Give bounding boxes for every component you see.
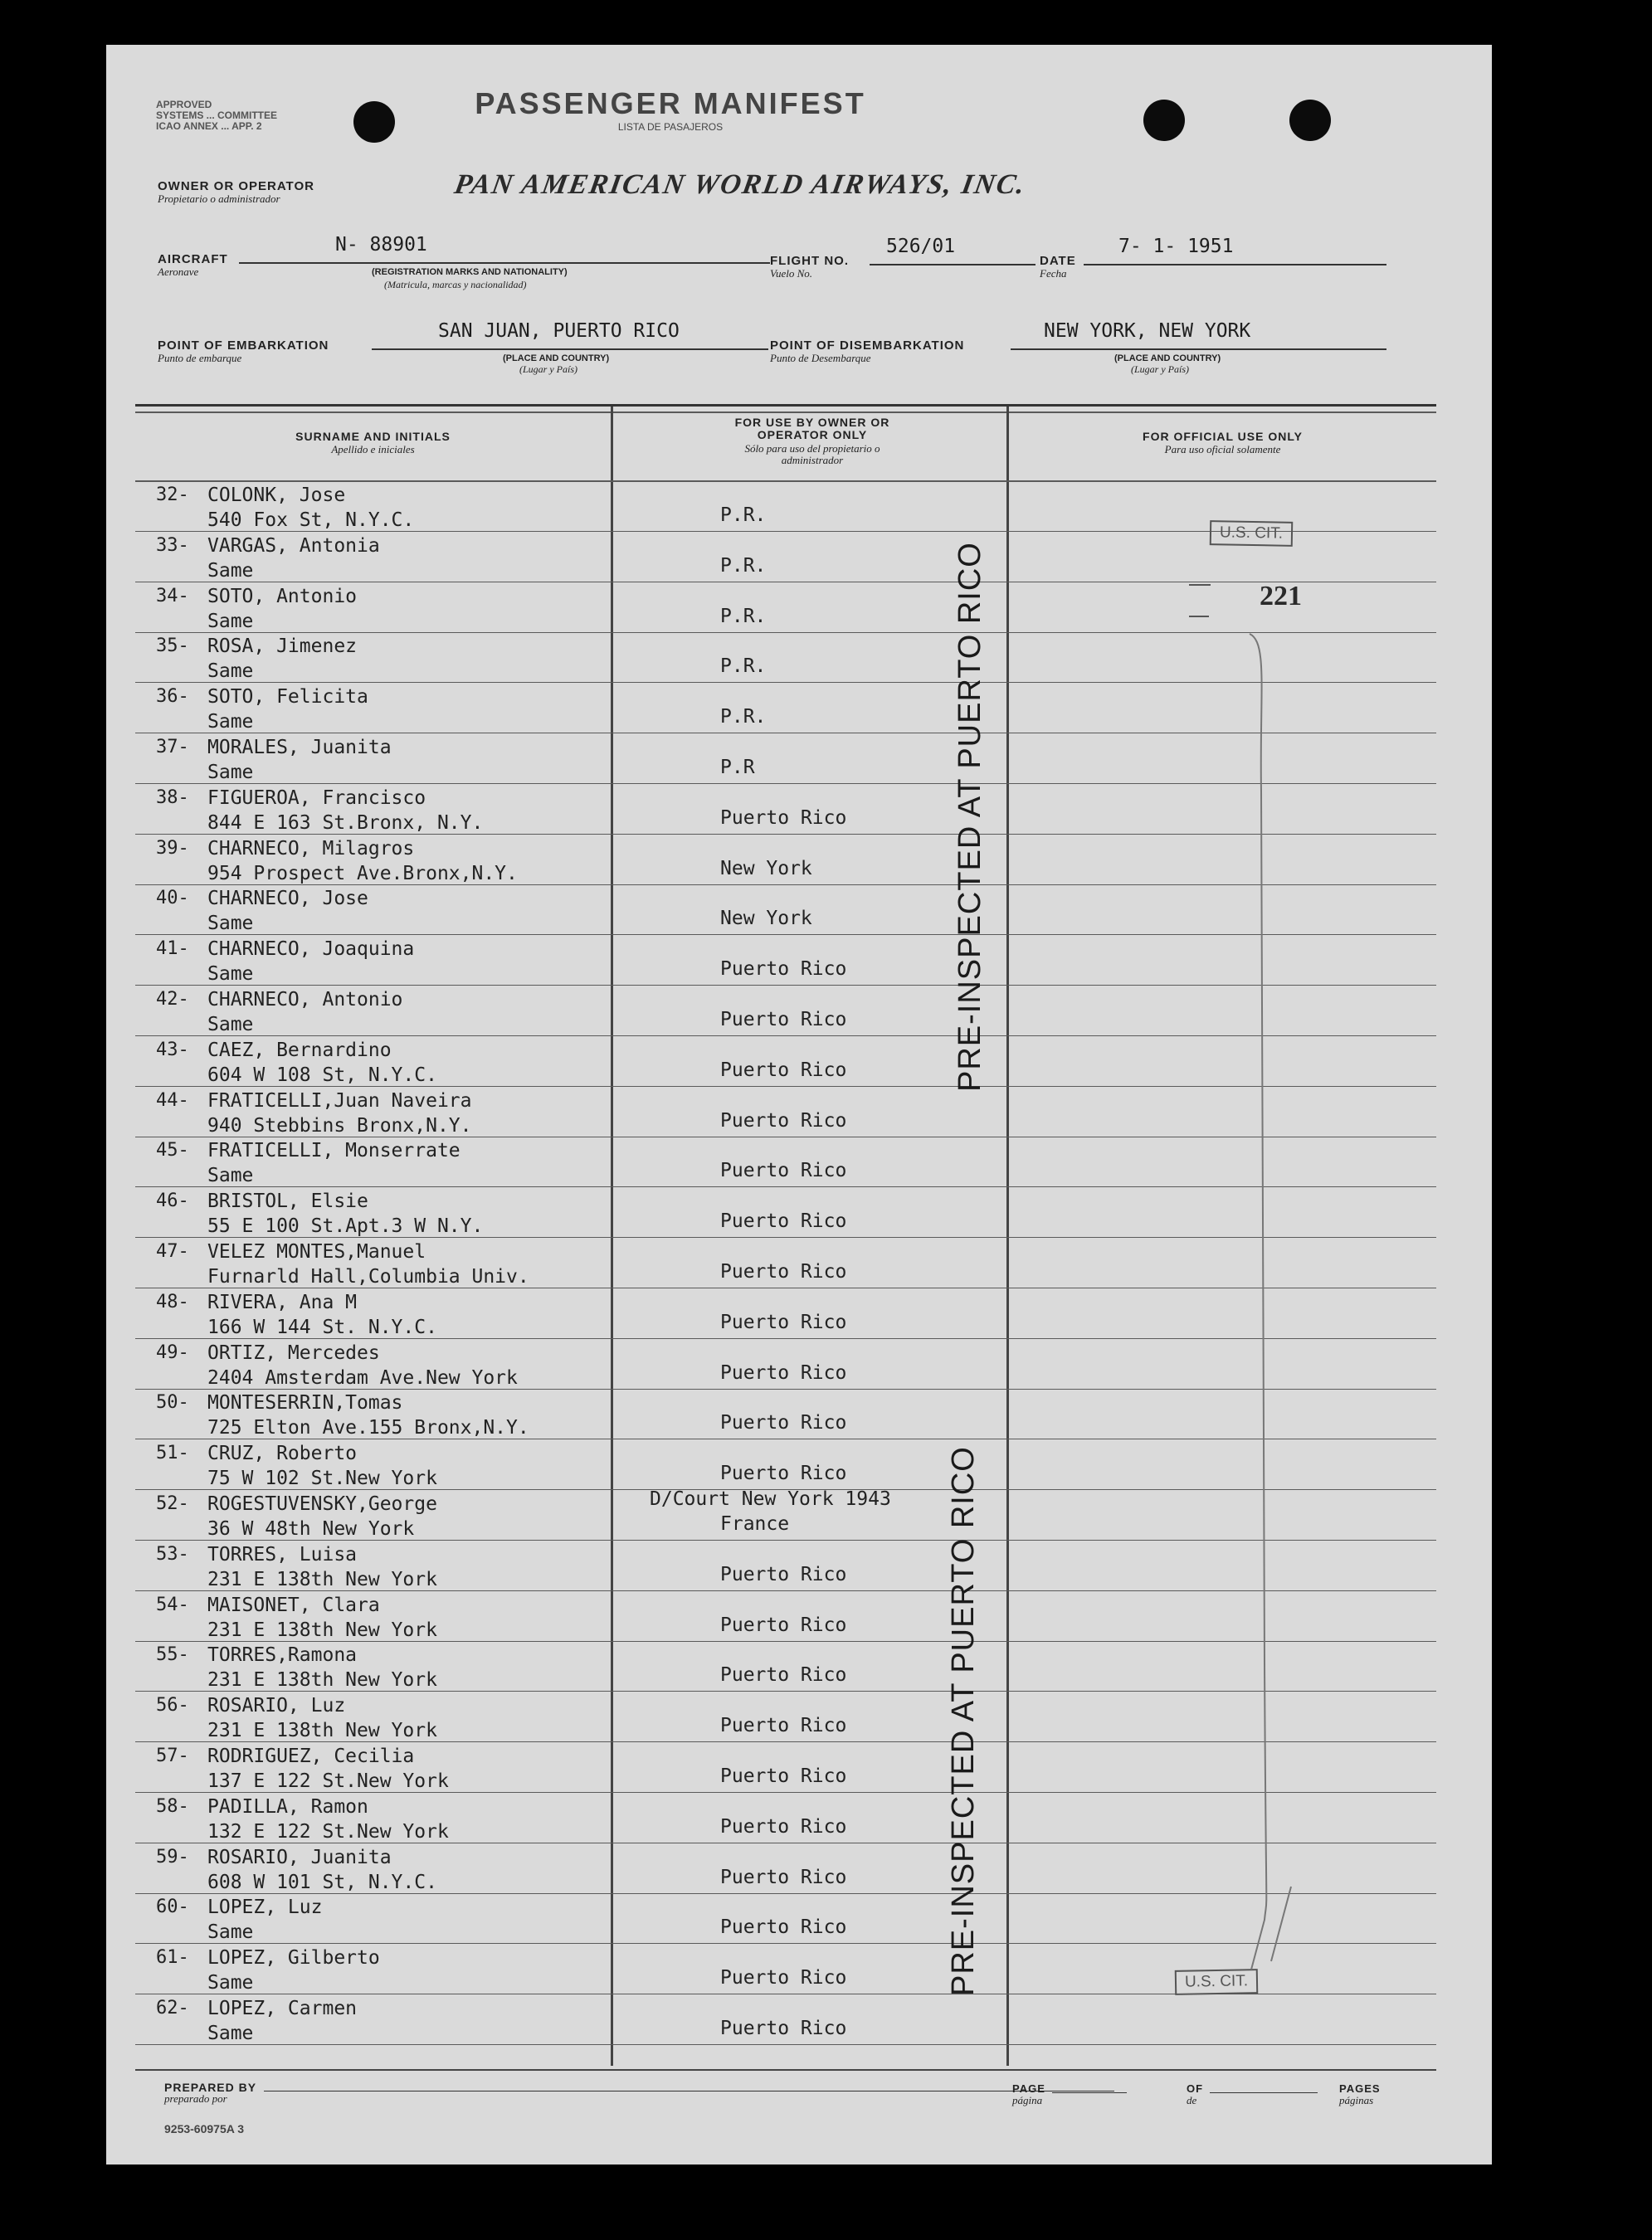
passenger-address: 36 W 48th New York (207, 1518, 415, 1540)
approval-line: APPROVED (156, 99, 212, 110)
passenger-number: 50- (156, 1392, 189, 1413)
approval-line: SYSTEMS ... COMMITTEE (156, 110, 278, 121)
operator-note: Puerto Rico (720, 1059, 847, 1081)
disembark-label-es: Punto de Desembarque (770, 352, 871, 364)
passenger-number: 42- (156, 989, 189, 1010)
passenger-name: CAEZ, Bernardino (207, 1040, 392, 1061)
col-heading-official: FOR OFFICIAL USE ONLY (1143, 430, 1303, 443)
operator-note: Puerto Rico (720, 1261, 847, 1283)
approval-block (156, 100, 277, 132)
col-heading-owner: FOR USE BY OWNER OR OPERATOR ONLY (734, 416, 890, 441)
passenger-name: BRISTOL, Elsie (207, 1191, 368, 1212)
passenger-number: 44- (156, 1090, 189, 1111)
passenger-name: MAISONET, Clara (207, 1595, 380, 1616)
operator-note: Puerto Rico (720, 1664, 847, 1686)
passenger-name: RODRIGUEZ, Cecilia (207, 1746, 415, 1767)
flight-label: FLIGHT NO. (770, 254, 849, 268)
operator-note: Puerto Rico (720, 1765, 847, 1787)
passenger-number: 32- (156, 485, 189, 505)
operator-note: New York (720, 908, 812, 929)
passenger-name: CRUZ, Roberto (207, 1443, 358, 1464)
operator-name: PAN AMERICAN WORLD AIRWAYS, INC. (451, 169, 1029, 200)
passenger-number: 37- (156, 737, 189, 757)
passenger-name: MONTESERRIN,Tomas (207, 1392, 403, 1414)
pencil-bracket (1235, 626, 1318, 1986)
preinspected-stamp: PRE-INSPECTED AT PUERTO RICO (953, 542, 987, 1092)
passenger-address: Same (207, 1921, 254, 1943)
prepared-label: PREPARED BY (164, 2081, 257, 2094)
operator-note: P.R (720, 757, 755, 778)
passenger-name: MORALES, Juanita (207, 737, 392, 758)
operator-note: P.R. (720, 655, 767, 677)
passenger-address: 604 W 108 St, N.Y.C. (207, 1064, 437, 1086)
passenger-number: 46- (156, 1191, 189, 1211)
of-label-es: de (1187, 2094, 1197, 2106)
operator-note: Puerto Rico (720, 1160, 847, 1181)
passenger-address: 55 E 100 St.Apt.3 W N.Y. (207, 1215, 484, 1237)
operator-note: Puerto Rico (720, 2018, 847, 2039)
page-subtitle: LISTA DE PASAJEROS (617, 121, 724, 133)
passenger-number: 51- (156, 1443, 189, 1463)
passenger-number: 61- (156, 1947, 189, 1968)
passenger-number: 58- (156, 1796, 189, 1817)
passenger-number: 41- (156, 938, 189, 959)
passenger-name: CHARNECO, Joaquina (207, 938, 415, 960)
passenger-address: Same (207, 963, 254, 985)
row-rule (135, 2044, 1436, 2045)
date-label: DATE (1040, 254, 1076, 268)
passenger-number: 55- (156, 1644, 189, 1665)
punch-hole (1289, 100, 1331, 141)
passenger-number: 45- (156, 1140, 189, 1161)
place-sub: (PLACE AND COUNTRY) (503, 353, 610, 363)
passenger-name: VARGAS, Antonia (207, 535, 380, 557)
passenger-name: ORTIZ, Mercedes (207, 1342, 380, 1364)
passenger-address: 2404 Amsterdam Ave.New York (207, 1367, 518, 1389)
page-title: PASSENGER MANIFEST (475, 86, 866, 120)
field-underline (1210, 2092, 1318, 2093)
passenger-name: CHARNECO, Antonio (207, 989, 403, 1010)
passenger-number: 40- (156, 888, 189, 908)
of-label: OF (1187, 2082, 1204, 2095)
passenger-name: SOTO, Antonio (207, 586, 358, 607)
passenger-address: 75 W 102 St.New York (207, 1468, 437, 1489)
col-heading-official-es: Para uso oficial solamente (1164, 443, 1281, 455)
passenger-name: ROSARIO, Luz (207, 1695, 346, 1717)
operator-note: Puerto Rico (720, 1463, 847, 1484)
aircraft-value: N- 88901 (335, 234, 427, 256)
form-number: 9253-60975A 3 (164, 2122, 245, 2135)
table-top-rule (135, 411, 1436, 413)
passenger-name: TORRES, Luisa (207, 1544, 358, 1566)
approval-line: ICAO ANNEX ... APP. 2 (156, 120, 262, 132)
passenger-number: 38- (156, 787, 189, 808)
passenger-address: 608 W 101 St, N.Y.C. (207, 1872, 437, 1893)
owner-label: OWNER OR OPERATOR (158, 179, 314, 193)
passenger-address: 231 E 138th New York (207, 1720, 437, 1741)
passenger-number: 34- (156, 586, 189, 606)
disembark-label: POINT OF DISEMBARKATION (770, 338, 965, 353)
passenger-name: COLONK, Jose (207, 485, 346, 506)
place-sub-es: (Lugar y País) (1131, 363, 1189, 375)
passenger-number: 60- (156, 1897, 189, 1917)
passenger-address: Same (207, 1014, 254, 1035)
field-underline (1084, 264, 1386, 265)
passenger-address: 231 E 138th New York (207, 1569, 437, 1590)
passenger-address: 137 E 122 St.New York (207, 1770, 449, 1792)
prepared-label-es: preparado por (164, 2092, 227, 2105)
disembark-value: NEW YORK, NEW YORK (1044, 320, 1251, 342)
passenger-address: Same (207, 560, 254, 582)
operator-note: Puerto Rico (720, 1816, 847, 1838)
operator-note: Puerto Rico (720, 1967, 847, 1989)
pages-label: PAGES (1339, 2082, 1381, 2095)
operator-note: Puerto Rico (720, 1362, 847, 1384)
passenger-name: TORRES,Ramona (207, 1644, 358, 1666)
passenger-number: 59- (156, 1847, 189, 1867)
passenger-number: 47- (156, 1241, 189, 1262)
passenger-address: 166 W 144 St. N.Y.C. (207, 1317, 437, 1338)
table-row (106, 1998, 1492, 2048)
manifest-sheet (106, 45, 1492, 2165)
passenger-address: 231 E 138th New York (207, 1619, 437, 1641)
passenger-address: Same (207, 762, 254, 783)
operator-note: Puerto Rico (720, 1110, 847, 1132)
passenger-name: SOTO, Felicita (207, 686, 368, 708)
passenger-name: LOPEZ, Luz (207, 1897, 323, 1918)
passenger-address: 954 Prospect Ave.Bronx,N.Y. (207, 863, 518, 884)
owner-label-es: Propietario o administrador (158, 192, 280, 205)
passenger-address: 940 Stebbins Bronx,N.Y. (207, 1115, 472, 1137)
passenger-address: 540 Fox St, N.Y.C. (207, 509, 415, 531)
passenger-name: FIGUEROA, Francisco (207, 787, 426, 809)
passenger-address: Same (207, 711, 254, 733)
operator-note: Puerto Rico (720, 807, 847, 829)
place-sub-es: (Lugar y País) (519, 363, 577, 375)
us-cit-stamp: U.S. CIT. (1175, 1969, 1259, 1995)
place-sub: (PLACE AND COUNTRY) (1114, 353, 1221, 363)
aircraft-label-es: Aeronave (158, 265, 199, 278)
tick-mark (1189, 616, 1209, 617)
operator-note: New York (720, 858, 812, 879)
operator-note: France (720, 1513, 790, 1535)
passenger-name: LOPEZ, Gilberto (207, 1947, 380, 1969)
passenger-name: ROGESTUVENSKY,George (207, 1493, 437, 1515)
passenger-address: Same (207, 611, 254, 632)
flight-label-es: Vuelo No. (770, 267, 813, 280)
passenger-address: Same (207, 660, 254, 682)
passenger-name: ROSA, Jimenez (207, 635, 358, 657)
passenger-name: ROSARIO, Juanita (207, 1847, 392, 1868)
flight-value: 526/01 (886, 236, 956, 257)
passenger-number: 33- (156, 535, 189, 556)
operator-remark: D/Court New York 1943 (650, 1488, 891, 1510)
col-heading-owner-es: Sólo para uso del propietario o administrador (744, 442, 880, 466)
footer-rule (135, 2069, 1436, 2071)
operator-note: Puerto Rico (720, 1867, 847, 1888)
embark-label: POINT OF EMBARKATION (158, 338, 329, 353)
passenger-number: 62- (156, 1998, 189, 2018)
passenger-number: 43- (156, 1040, 189, 1060)
passenger-name: CHARNECO, Jose (207, 888, 368, 909)
passenger-number: 39- (156, 838, 189, 859)
passenger-number: 56- (156, 1695, 189, 1716)
operator-note: Puerto Rico (720, 958, 847, 980)
col-heading-name-es: Apellido e iniciales (331, 443, 415, 455)
passenger-address: Same (207, 2023, 254, 2044)
embark-value: SAN JUAN, PUERTO RICO (438, 320, 680, 342)
preinspected-stamp: PRE-INSPECTED AT PUERTO RICO (946, 1446, 981, 1996)
passenger-number: 54- (156, 1595, 189, 1615)
passenger-number: 53- (156, 1544, 189, 1565)
operator-note: Puerto Rico (720, 1715, 847, 1736)
tick-mark (1189, 584, 1211, 586)
passenger-name: FRATICELLI,Juan Naveira (207, 1090, 472, 1112)
operator-note: P.R. (720, 606, 767, 627)
passenger-number: 36- (156, 686, 189, 707)
operator-note: Puerto Rico (720, 1009, 847, 1030)
date-value: 7- 1- 1951 (1118, 236, 1234, 257)
aircraft-label: AIRCRAFT (158, 252, 228, 266)
passenger-address: 132 E 122 St.New York (207, 1821, 449, 1843)
punch-hole (1143, 100, 1185, 141)
passenger-address: Same (207, 1972, 254, 1994)
field-underline (1011, 348, 1386, 350)
passenger-address: 725 Elton Ave.155 Bronx,N.Y. (207, 1417, 529, 1439)
passenger-address: Same (207, 913, 254, 934)
us-cit-stamp: U.S. CIT. (1210, 520, 1294, 547)
operator-note: Puerto Rico (720, 1312, 847, 1333)
header-rule (135, 480, 1436, 482)
date-label-es: Fecha (1040, 267, 1067, 280)
operator-note: Puerto Rico (720, 1916, 847, 1938)
passenger-name: RIVERA, Ana M (207, 1292, 358, 1313)
passenger-address: Same (207, 1165, 254, 1186)
field-underline (1052, 2092, 1127, 2093)
embark-label-es: Punto de embarque (158, 352, 242, 364)
operator-note: P.R. (720, 706, 767, 728)
operator-note: Puerto Rico (720, 1614, 847, 1636)
passenger-number: 57- (156, 1746, 189, 1766)
passenger-address: Furnarld Hall,Columbia Univ. (207, 1266, 529, 1288)
passenger-number: 49- (156, 1342, 189, 1363)
passenger-number: 48- (156, 1292, 189, 1312)
passenger-name: LOPEZ, Carmen (207, 1998, 358, 2019)
passenger-number: 52- (156, 1493, 189, 1514)
col-heading-name: SURNAME AND INITIALS (295, 430, 451, 443)
page-label-es: página (1012, 2094, 1043, 2106)
operator-note: Puerto Rico (720, 1210, 847, 1232)
field-underline (372, 348, 768, 350)
passenger-address: 231 E 138th New York (207, 1669, 437, 1691)
aircraft-sub-es: (Matricula, marcas y nacionalidad) (384, 279, 527, 290)
count-annotation: 221 (1260, 581, 1302, 611)
pages-label-es: páginas (1339, 2094, 1374, 2106)
table-top-rule (135, 404, 1436, 407)
passenger-address: 844 E 163 St.Bronx, N.Y. (207, 812, 484, 834)
operator-note: P.R. (720, 555, 767, 577)
operator-note: Puerto Rico (720, 1412, 847, 1434)
passenger-name: PADILLA, Ramon (207, 1796, 368, 1818)
field-underline (870, 264, 1036, 265)
field-underline (239, 262, 770, 264)
punch-hole (353, 101, 395, 143)
operator-note: P.R. (720, 504, 767, 526)
operator-note: Puerto Rico (720, 1564, 847, 1585)
aircraft-sub: (REGISTRATION MARKS AND NATIONALITY) (372, 267, 568, 277)
passenger-number: 35- (156, 635, 189, 656)
page-label: PAGE (1012, 2082, 1045, 2095)
passenger-name: FRATICELLI, Monserrate (207, 1140, 461, 1161)
passenger-name: CHARNECO, Milagros (207, 838, 415, 859)
passenger-name: VELEZ MONTES,Manuel (207, 1241, 426, 1263)
